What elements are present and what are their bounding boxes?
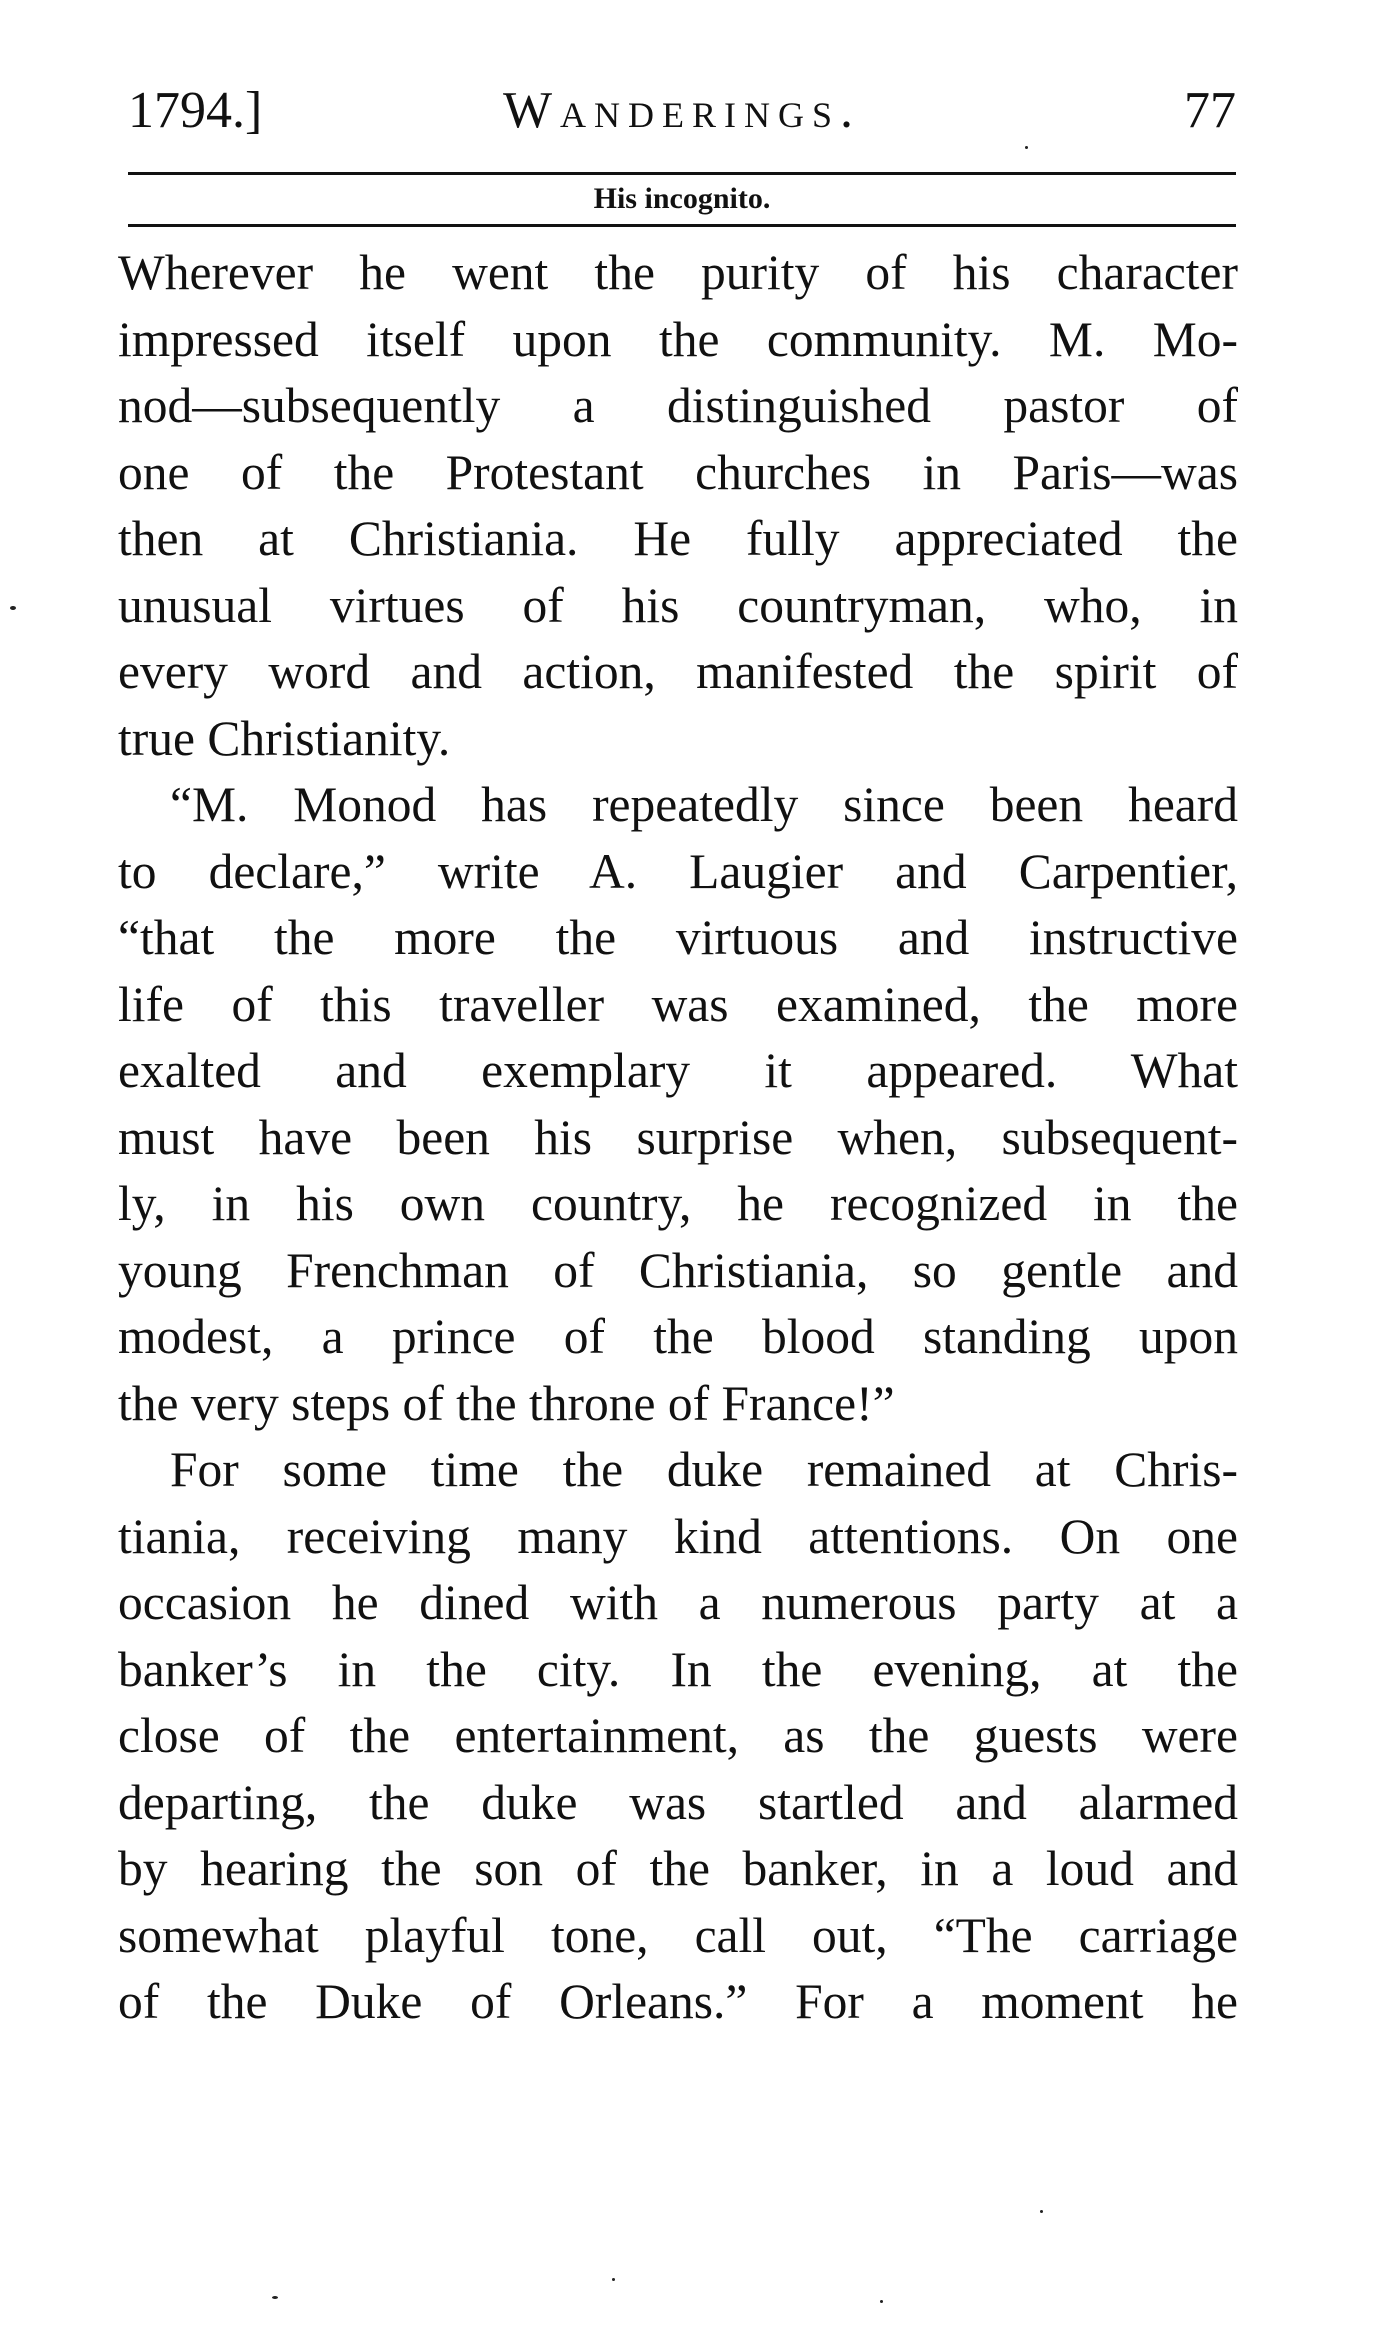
text-line: close of the entertainment, as the guests were [118, 1708, 1238, 1763]
text-line: occasion he dined with a numerous party at a [118, 1575, 1238, 1630]
print-speck [880, 2300, 883, 2303]
bottom-rule [128, 224, 1236, 227]
text-line: nod—subsequently a distinguished pastor of [118, 378, 1238, 433]
text-line: Wherever he went the purity of his character [118, 245, 1238, 300]
text-line: tiania, receiving many kind attentions. On one [118, 1508, 1238, 1564]
text-line: true Christianity. [118, 710, 451, 766]
print-speck [272, 2296, 278, 2299]
text-line: must have been his surprise when, subsequent- [118, 1109, 1238, 1165]
paragraph-2 [118, 772, 1238, 1437]
section-subhead: His incognito. [593, 182, 771, 215]
text-line: modest, a prince of the blood standing upon [118, 1309, 1238, 1364]
text-line: unusual virtues of his countryman, who, in [118, 577, 1238, 633]
text-line: impressed itself upon the community. M. Mo- [118, 311, 1238, 367]
text-line: somewhat playful tone, call out, “The carriage [118, 1907, 1238, 1963]
text-line: then at Christiania. He fully appreciated the [118, 511, 1238, 566]
text-line: one of the Protestant churches in Paris—was [118, 444, 1238, 500]
paragraph-3 [118, 1437, 1238, 2036]
text-line: the very steps of the throne of France!” [118, 1375, 895, 1431]
top-rule [128, 172, 1236, 175]
text-line: departing, the duke was startled and alarmed [118, 1774, 1238, 1830]
page-number: 77 [1184, 82, 1236, 139]
print-speck [612, 2278, 615, 2281]
running-head-year: 1794.] [128, 82, 263, 139]
paragraph-1 [118, 240, 1238, 772]
text-line: For some time the duke remained at Chris- [170, 1442, 1238, 1497]
body-text [118, 240, 1238, 2036]
text-line: by hearing the son of the banker, in a loud and [118, 1841, 1238, 1896]
text-line: every word and action, manifested the spirit of [118, 644, 1238, 699]
text-line: life of this traveller was examined, the more [118, 976, 1238, 1032]
print-speck [1025, 146, 1028, 149]
print-speck [10, 606, 16, 610]
text-line: “M. Monod has repeatedly since been heard [170, 777, 1238, 832]
text-line: of the Duke of Orleans.” For a moment he [118, 1974, 1238, 2029]
text-line: to declare,” write A. Laugier and Carpentier, [118, 843, 1238, 899]
text-line: young Frenchman of Christiania, so gentle and [118, 1242, 1238, 1298]
text-line: ly, in his own country, he recognized in the [118, 1176, 1238, 1231]
print-speck [1040, 2210, 1043, 2213]
running-head-title: Wanderings. [502, 82, 862, 139]
text-line: exalted and exemplary it appeared. What [118, 1043, 1238, 1098]
running-head [128, 76, 1236, 146]
text-line: banker’s in the city. In the evening, at the [118, 1641, 1238, 1697]
text-line: “that the more the virtuous and instructive [118, 910, 1238, 965]
